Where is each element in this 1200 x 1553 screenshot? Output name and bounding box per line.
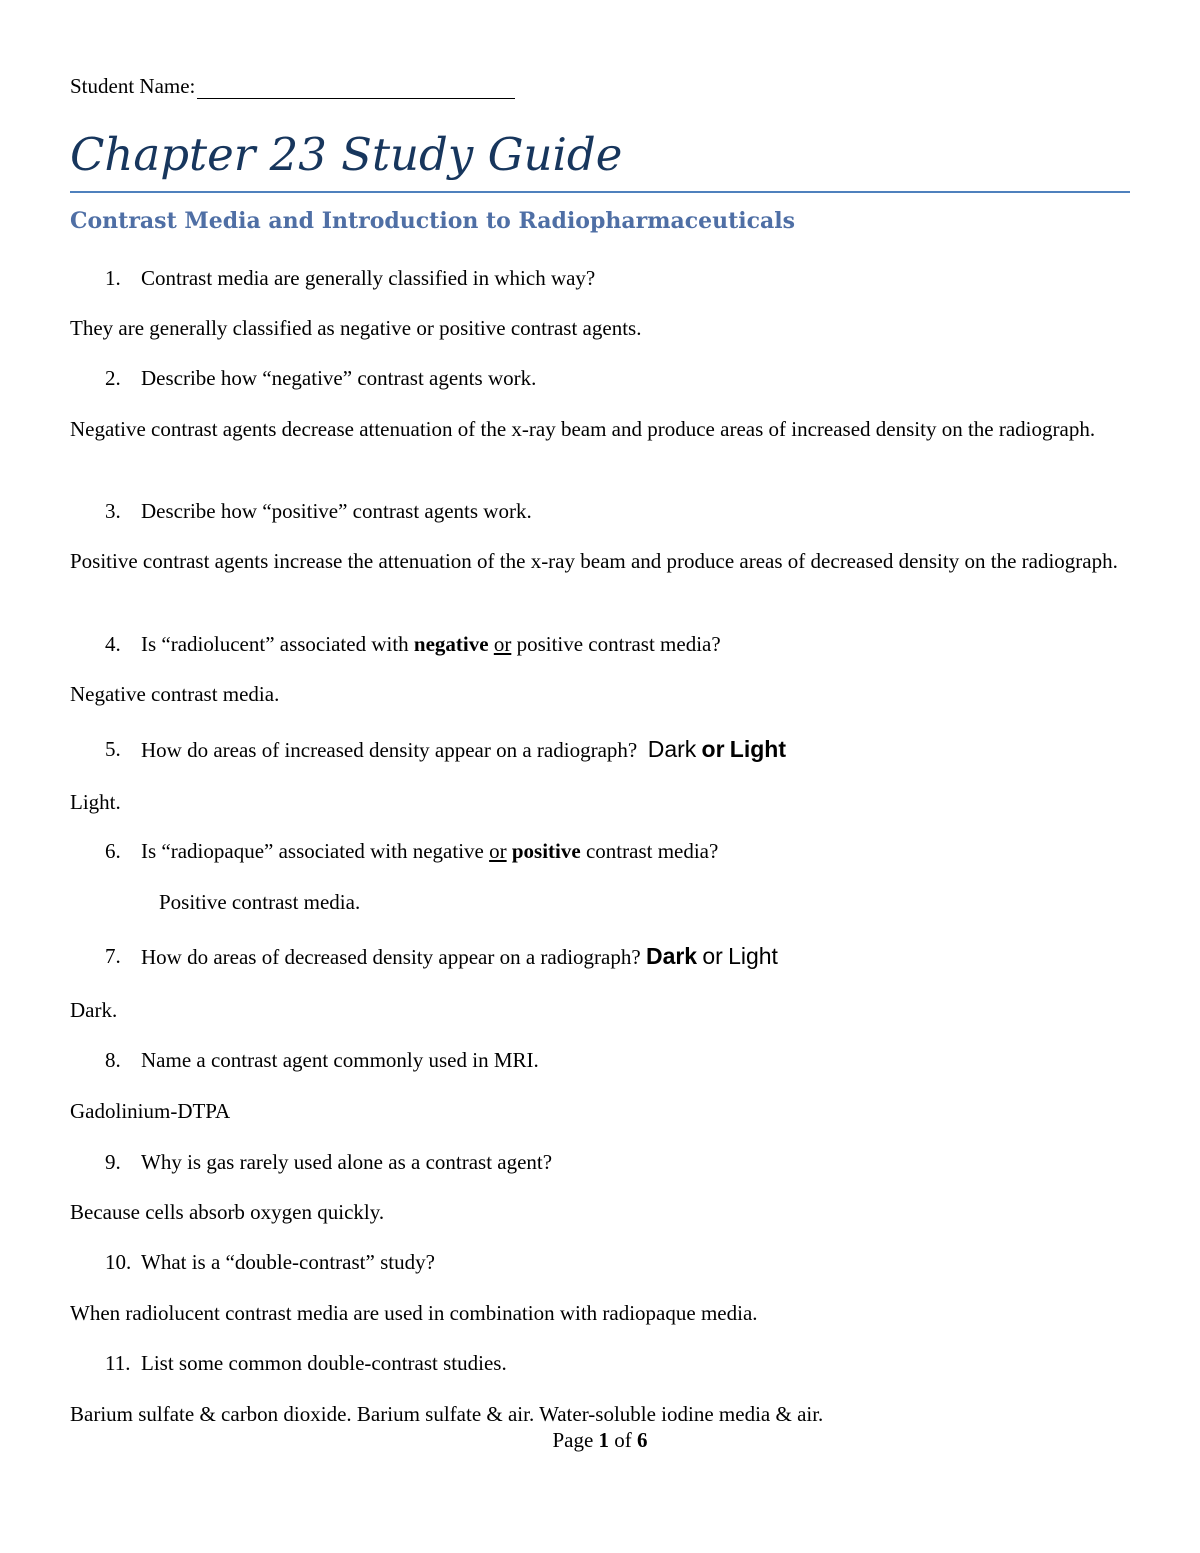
question-text bbox=[141, 629, 721, 660]
question-1 bbox=[105, 263, 1105, 295]
question-4 bbox=[105, 629, 1105, 661]
page-number-footer bbox=[0, 1428, 1200, 1453]
choice-dark: Dark bbox=[645, 943, 698, 969]
answer-10: When radiolucent contrast media are used in combination with radiopaque media. bbox=[70, 1301, 758, 1325]
question-number: 2. bbox=[105, 366, 121, 390]
section-subtitle: Contrast Media and Introduction to Radiopharmaceuticals bbox=[70, 208, 796, 234]
title-divider bbox=[70, 191, 1130, 193]
choice-or: or bbox=[701, 736, 725, 762]
choice-dark: Dark bbox=[647, 736, 697, 762]
page-title: Chapter 23 Study Guide bbox=[70, 128, 623, 181]
question-10 bbox=[105, 1247, 1105, 1279]
emphasis-negative: negative bbox=[413, 632, 489, 656]
question-text-post: positive contrast media? bbox=[511, 632, 721, 656]
question-2 bbox=[105, 363, 1105, 395]
question-text: Describe how “negative” contrast agents work. bbox=[141, 366, 537, 390]
question-number: 10. bbox=[105, 1250, 132, 1274]
question-text bbox=[141, 836, 718, 867]
question-text: Describe how “positive” contrast agents work. bbox=[141, 499, 532, 523]
underlined-or: or bbox=[493, 632, 512, 656]
answer-9: Because cells absorb oxygen quickly. bbox=[70, 1200, 385, 1224]
question-number: 8. bbox=[105, 1048, 121, 1072]
answer-6: Positive contrast media. bbox=[159, 890, 361, 914]
answer-8: Gadolinium-DTPA bbox=[70, 1099, 231, 1123]
question-text-main: How do areas of increased density appear on a radiograph? bbox=[141, 738, 638, 762]
answer-4: Negative contrast media. bbox=[70, 682, 280, 706]
choice-light: Light bbox=[728, 943, 778, 969]
student-name-blank bbox=[197, 78, 515, 99]
question-11 bbox=[105, 1348, 1105, 1380]
question-text: What is a “double-contrast” study? bbox=[141, 1250, 435, 1274]
emphasis-positive: positive bbox=[511, 839, 581, 863]
answer-3: Positive contrast agents increase the attenuation of the x-ray beam and produce areas of decreased density on the radiograph. bbox=[70, 549, 1118, 573]
underlined-or: or bbox=[489, 839, 507, 863]
question-text: Name a contrast agent commonly used in MRI. bbox=[141, 1048, 539, 1072]
question-text-pre: Is “radiopaque” associated with negative bbox=[141, 839, 490, 863]
of-word: of bbox=[614, 1428, 632, 1452]
choice-or: or bbox=[702, 943, 723, 969]
question-text-pre: Is “radiolucent” associated with bbox=[141, 632, 414, 656]
question-7 bbox=[105, 941, 1105, 973]
page-word: Page bbox=[552, 1428, 594, 1452]
question-number: 1. bbox=[105, 266, 121, 290]
question-text: List some common double-contrast studies. bbox=[141, 1351, 507, 1375]
question-number: 6. bbox=[105, 839, 121, 863]
question-text: Why is gas rarely used alone as a contrast agent? bbox=[141, 1150, 553, 1174]
question-text: Contrast media are generally classified in which way? bbox=[141, 266, 596, 290]
question-number: 9. bbox=[105, 1150, 121, 1174]
question-number: 3. bbox=[105, 499, 121, 523]
question-text bbox=[141, 734, 786, 766]
current-page: 1 bbox=[598, 1428, 610, 1452]
student-name-line bbox=[70, 74, 515, 99]
answer-1: They are generally classified as negative or positive contrast agents. bbox=[70, 316, 642, 340]
choice-light: Light bbox=[729, 736, 786, 762]
question-number: 4. bbox=[105, 632, 121, 656]
question-number: 5. bbox=[105, 737, 121, 761]
question-number: 7. bbox=[105, 944, 121, 968]
question-text-post: contrast media? bbox=[580, 839, 719, 863]
question-8 bbox=[105, 1045, 1105, 1077]
answer-11: Barium sulfate & carbon dioxide. Barium sulfate & air. Water-soluble iodine media & air. bbox=[70, 1402, 824, 1426]
question-number: 11. bbox=[105, 1351, 131, 1375]
answer-7: Dark. bbox=[70, 998, 118, 1022]
total-pages: 6 bbox=[637, 1428, 648, 1452]
answer-2: Negative contrast agents decrease attenuation of the x-ray beam and produce areas of increased density on the radiograph. bbox=[70, 417, 1096, 441]
answer-5: Light. bbox=[70, 790, 121, 814]
question-5 bbox=[105, 734, 1105, 766]
question-3 bbox=[105, 496, 1105, 528]
question-6 bbox=[105, 836, 1105, 868]
question-text-main: How do areas of decreased density appear on a radiograph? bbox=[141, 945, 641, 969]
question-9 bbox=[105, 1147, 1105, 1179]
student-name-label: Student Name: bbox=[70, 74, 196, 98]
question-text bbox=[141, 941, 778, 973]
